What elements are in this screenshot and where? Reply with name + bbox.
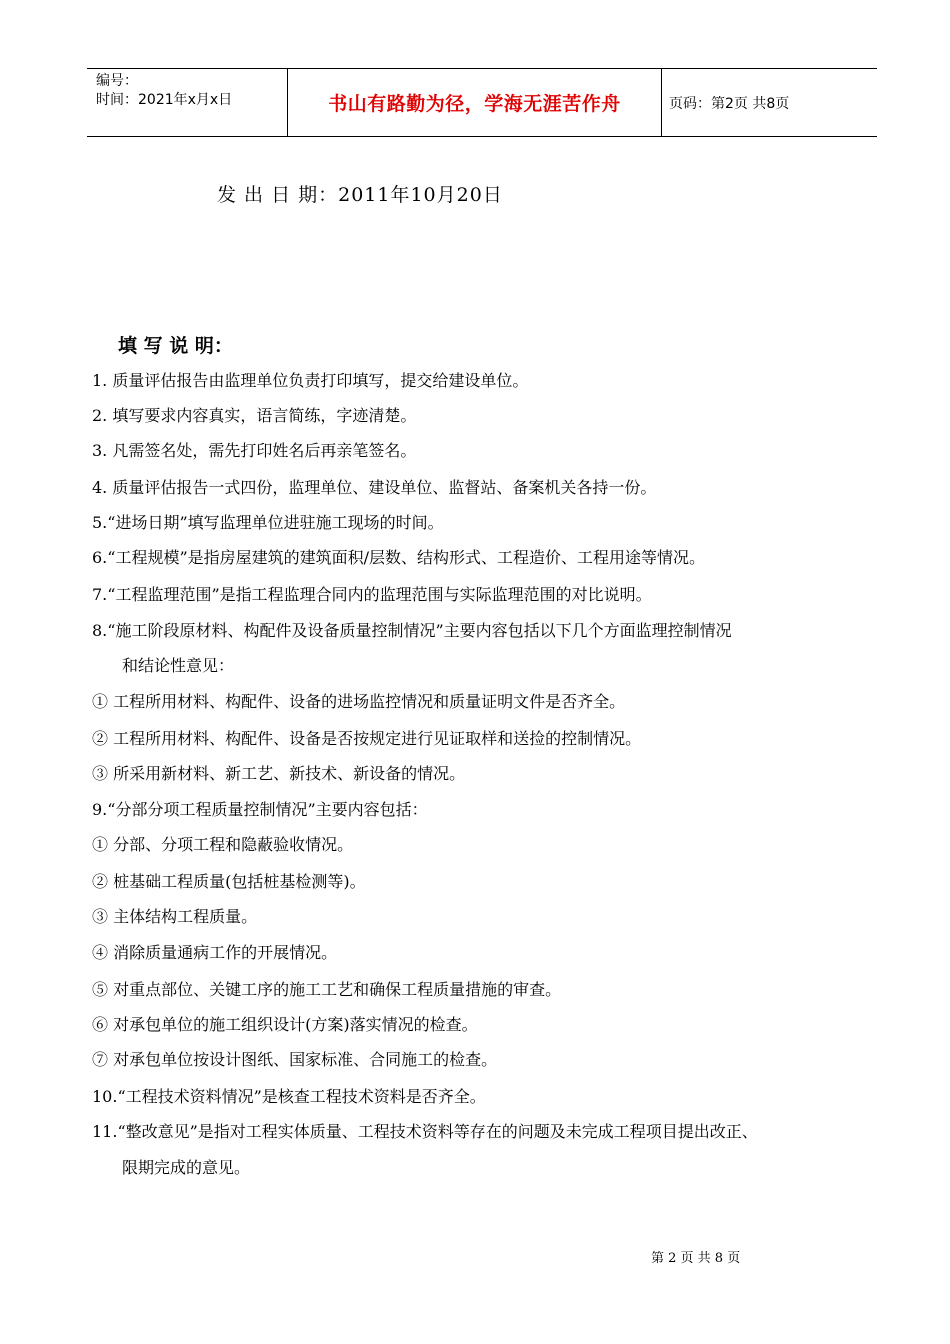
page-header	[87, 68, 877, 137]
header-motto: 书山有路勤为径，学海无涯苦作舟	[328, 93, 621, 115]
instruction-line: ③ 所采用新材料、新工艺、新技术、新设备的情况。	[92, 764, 466, 783]
instruction-line: ④ 消除质量通病工作的开展情况。	[92, 943, 338, 962]
instruction-line: 限期完成的意见。	[122, 1158, 251, 1177]
instruction-line: 7.“工程监理范围”是指工程监理合同内的监理范围与实际监理范围的对比说明。	[92, 585, 652, 604]
instruction-line: 4. 质量评估报告一式四份，监理单位、建设单位、监督站、备案机关各持一份。	[92, 478, 657, 497]
time-label: 时间：2021年x月x日	[96, 92, 233, 108]
issue-date: 发 出 日 期：2011年10月20日	[217, 184, 503, 206]
instruction-line: ① 工程所用材料、构配件、设备的进场监控情况和质量证明文件是否齐全。	[92, 692, 626, 711]
instruction-line: 5.“进场日期”填写监理单位进驻施工现场的时间。	[92, 513, 444, 532]
page-footer: 第 2 页 共 8 页	[651, 1251, 741, 1266]
number-label: 编号：	[96, 73, 138, 89]
instruction-line: 1. 质量评估报告由监理单位负责打印填写，提交给建设单位。	[92, 371, 529, 390]
instruction-line: 9.“分部分项工程质量控制情况”主要内容包括：	[92, 800, 428, 819]
instruction-line: 10.“工程技术资料情况”是核查工程技术资料是否齐全。	[92, 1087, 486, 1106]
page-number-label: 页码：第2页 共8页	[669, 96, 790, 112]
instructions-title: 填 写 说 明：	[118, 335, 233, 357]
instruction-line: 11.“整改意见”是指对工程实体质量、工程技术资料等存在的问题及未完成工程项目提出改正、	[92, 1122, 758, 1141]
instruction-line: 和结论性意见：	[122, 656, 235, 675]
instruction-line: ⑥ 对承包单位的施工组织设计(方案)落实情况的检查。	[92, 1015, 478, 1034]
instruction-line: 2. 填写要求内容真实，语言简练，字迹清楚。	[92, 406, 417, 425]
instruction-line: ⑦ 对承包单位按设计图纸、国家标准、合同施工的检查。	[92, 1050, 498, 1069]
instruction-line: 3. 凡需签名处，需先打印姓名后再亲笔签名。	[92, 441, 417, 460]
instruction-line: 8.“施工阶段原材料、构配件及设备质量控制情况”主要内容包括以下几个方面监理控制情况	[92, 621, 732, 640]
header-meta	[96, 72, 232, 110]
instruction-line: ③ 主体结构工程质量。	[92, 907, 258, 926]
instruction-line: 6.“工程规模”是指房屋建筑的建筑面积/层数、结构形式、工程造价、工程用途等情况。	[92, 548, 706, 567]
instruction-line: ⑤ 对重点部位、关键工序的施工工艺和确保工程质量措施的审查。	[92, 980, 562, 999]
instruction-line: ① 分部、分项工程和隐蔽验收情况。	[92, 835, 354, 854]
instruction-line: ② 桩基础工程质量(包括桩基检测等)。	[92, 872, 366, 891]
instruction-line: ② 工程所用材料、构配件、设备是否按规定进行见证取样和送捡的控制情况。	[92, 729, 642, 748]
header-divider	[661, 69, 662, 136]
